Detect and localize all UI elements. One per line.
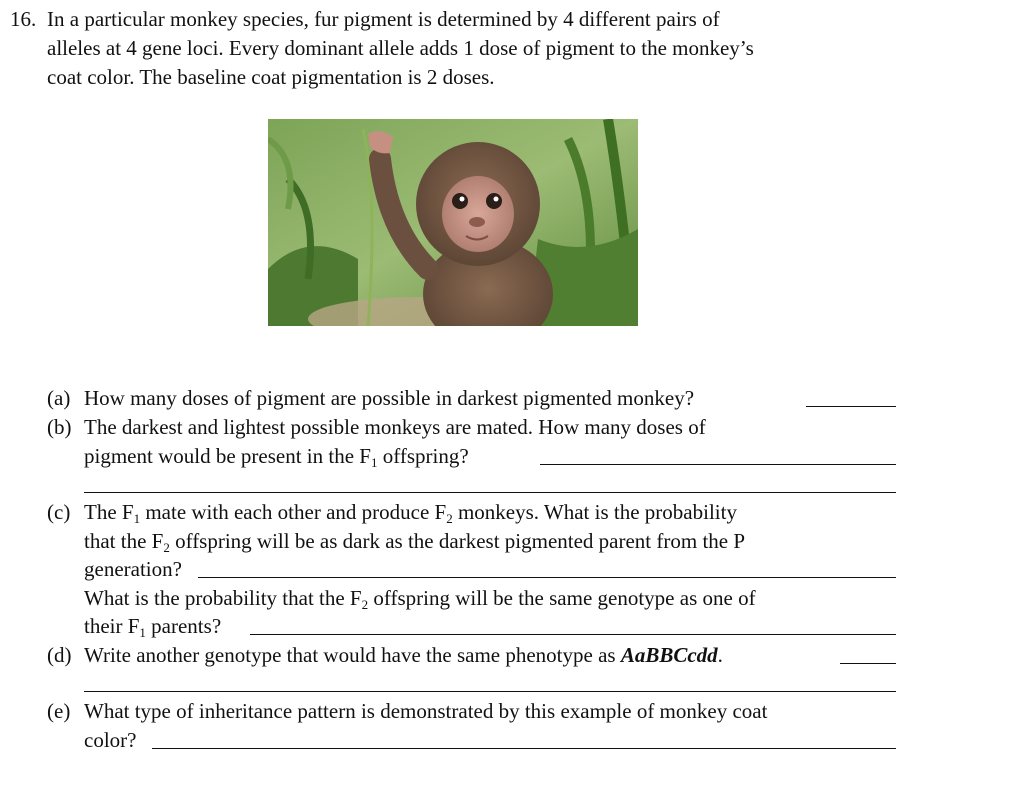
part-a-text: How many doses of pigment are possible in darkest pigmented monkey?	[84, 386, 695, 410]
intro-line-3: coat color. The baseline coat pigmentation is 2 doses.	[47, 65, 495, 89]
genotype-text: AaBBCcdd	[620, 643, 718, 667]
part-c-line-5: their $F_1$ parents?	[84, 614, 222, 640]
part-c-label: (c)	[47, 500, 71, 524]
answer-blank-a[interactable]	[806, 406, 896, 407]
answer-blank-d-1[interactable]	[840, 663, 896, 664]
part-c-line-2: that the $F_2$ offspring will be as dark as the darkest pigmented parent from the P	[84, 529, 746, 555]
part-d-text: Write another genotype that would have the same phenotype as AaBBCcdd.	[84, 643, 723, 667]
part-e-label: (e)	[47, 699, 71, 723]
answer-blank-d-2[interactable]	[84, 691, 896, 692]
part-c-line-1: The $F_1$ mate with each other and produce $F_2$ monkeys. What is the probability	[84, 500, 737, 526]
intro-line-2: alleles at 4 gene loci. Every dominant allele adds 1 dose of pigment to the monkey’s	[47, 36, 754, 60]
part-e-line-1: What type of inheritance pattern is demonstrated by this example of monkey coat	[84, 699, 768, 723]
answer-blank-c-2[interactable]	[250, 634, 896, 635]
part-b-line-1: The darkest and lightest possible monkeys are mated. How many doses of	[84, 415, 706, 439]
part-e-line-2: color?	[84, 728, 137, 752]
monkey-photo	[268, 119, 638, 326]
part-c-line-4: What is the probability that the $F_2$ offspring will be the same genotype as one of	[84, 586, 756, 612]
question-number: 16.	[10, 7, 37, 31]
part-a-label: (a)	[47, 386, 71, 410]
part-b-line-2: pigment would be present in the $F_1$ offspring?	[84, 444, 469, 470]
part-d-label: (d)	[47, 643, 72, 667]
answer-blank-e[interactable]	[152, 748, 896, 749]
answer-blank-b-2[interactable]	[84, 492, 896, 493]
intro-line-1: In a particular monkey species, fur pigment is determined by 4 different pairs of	[47, 7, 720, 31]
part-c-line-3: generation?	[84, 557, 182, 581]
answer-blank-b-1[interactable]	[540, 464, 896, 465]
part-b-label: (b)	[47, 415, 72, 439]
answer-blank-c-1[interactable]	[198, 577, 896, 578]
